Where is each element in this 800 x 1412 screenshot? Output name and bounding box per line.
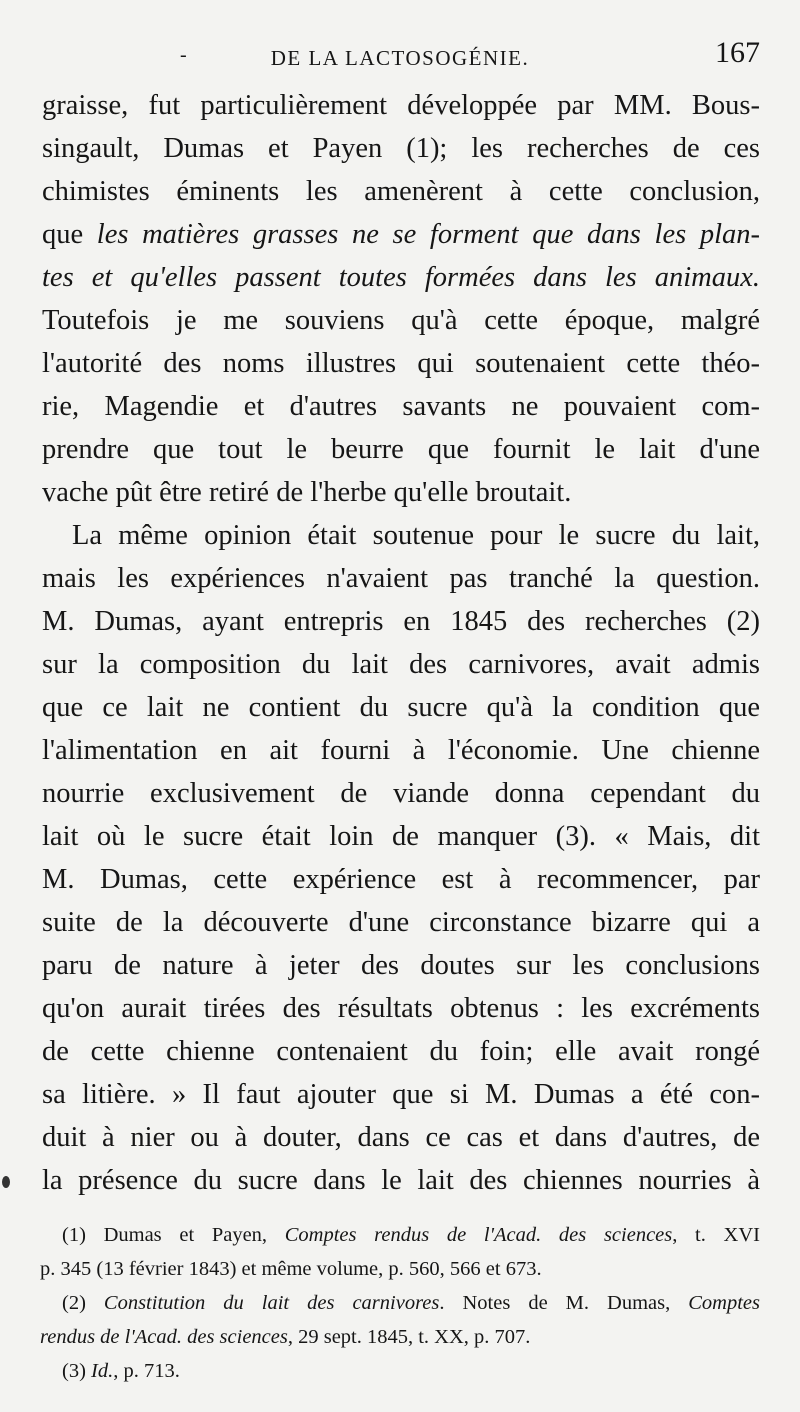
footnote-text: (1) Dumas et Payen, <box>62 1224 285 1246</box>
footnote-text: (3) <box>62 1360 92 1382</box>
footnote-2-cont <box>40 1320 760 1354</box>
footnote-1 <box>40 1218 760 1252</box>
footnote-italic: Constitution du lait des carnivores <box>103 1292 440 1314</box>
text-line <box>42 213 760 256</box>
text-line: suite de la découverte d'une circonstance bizarre qui a <box>42 907 760 938</box>
text-line: l'autorité des noms illustres qui soutenaient cette théo- <box>42 348 760 379</box>
text-line: tes et qu'elles passent toutes formées dans les animaux. <box>42 262 760 293</box>
footnote-3 <box>40 1354 760 1388</box>
text-line: paru de nature à jeter des doutes sur les conclusions <box>42 950 760 981</box>
running-header <box>40 30 760 74</box>
text-line: la présence du sucre dans le lait des chiennes nourries à <box>42 1165 760 1196</box>
text-line: de cette chienne contenaient du foin; elle avait rongé <box>42 1036 760 1067</box>
text-line: M. Dumas, ayant entrepris en 1845 des recherches (2) <box>42 606 760 637</box>
text-line: qu'on aurait tirées des résultats obtenus : les excréments <box>42 993 760 1024</box>
text-line: vache pût être retiré de l'herbe qu'elle broutait. <box>42 477 572 508</box>
text-line: rie, Magendie et d'autres savants ne pouvaient com- <box>42 391 760 422</box>
footnote-italic: Comptes rendus de l'Acad. des sciences <box>284 1224 673 1246</box>
text-italic: les matières grasses ne se forment que dans les plan- <box>96 219 760 250</box>
page-number: 167 <box>715 36 760 69</box>
ink-speck <box>2 1176 10 1188</box>
footnote-italic: Comptes <box>688 1292 760 1314</box>
text-line: l'alimentation en ait fourni à l'économie. Une chienne <box>42 735 760 766</box>
text-line: mais les expériences n'avaient pas tranché la question. <box>42 563 760 594</box>
footnote-text: , t. XVI <box>672 1224 760 1246</box>
footnote-italic: rendus de l'Acad. des sciences <box>40 1326 288 1348</box>
text-line: La même opinion était soutenue pour le sucre du lait, <box>72 520 760 551</box>
running-title: DE LA LACTOSOGÉNIE. <box>270 46 530 70</box>
text-roman: que <box>42 219 97 250</box>
text-line: graisse, fut particulièrement développée par MM. Bous- <box>42 90 760 121</box>
body-text <box>42 84 760 1202</box>
footnote-text: , p. 713. <box>113 1360 180 1382</box>
text-line: lait où le sucre était loin de manquer (3). « Mais, dit <box>42 821 760 852</box>
text-line: Toutefois je me souviens qu'à cette époque, malgré <box>42 305 760 336</box>
footnote-2 <box>40 1286 760 1320</box>
text-line: sa litière. » Il faut ajouter que si M. Dumas a été con- <box>42 1079 760 1110</box>
text-line: singault, Dumas et Payen (1); les recherches de ces <box>42 133 760 164</box>
text-line: nourrie exclusivement de viande donna cependant du <box>42 778 760 809</box>
footnote-text: (2) <box>62 1292 104 1314</box>
footnote-italic: Id. <box>91 1360 114 1382</box>
text-line: prendre que tout le beurre que fournit le lait d'une <box>42 434 760 465</box>
footnote-text: , 29 sept. 1845, t. XX, p. 707. <box>287 1326 531 1348</box>
footnote-1-cont: p. 345 (13 février 1843) et même volume, p. 560, 566 et 673. <box>40 1258 542 1280</box>
text-line: sur la composition du lait des carnivores, avait admis <box>42 649 760 680</box>
text-line: que ce lait ne contient du sucre qu'à la condition que <box>42 692 760 723</box>
text-line: chimistes éminents les amenèrent à cette conclusion, <box>42 176 760 207</box>
footnotes <box>40 1218 760 1388</box>
text-line: M. Dumas, cette expérience est à recommencer, par <box>42 864 760 895</box>
header-dash: - <box>180 44 187 66</box>
text-line: duit à nier ou à douter, dans ce cas et dans d'autres, de <box>42 1122 760 1153</box>
footnote-text: . Notes de M. Dumas, <box>439 1292 689 1314</box>
